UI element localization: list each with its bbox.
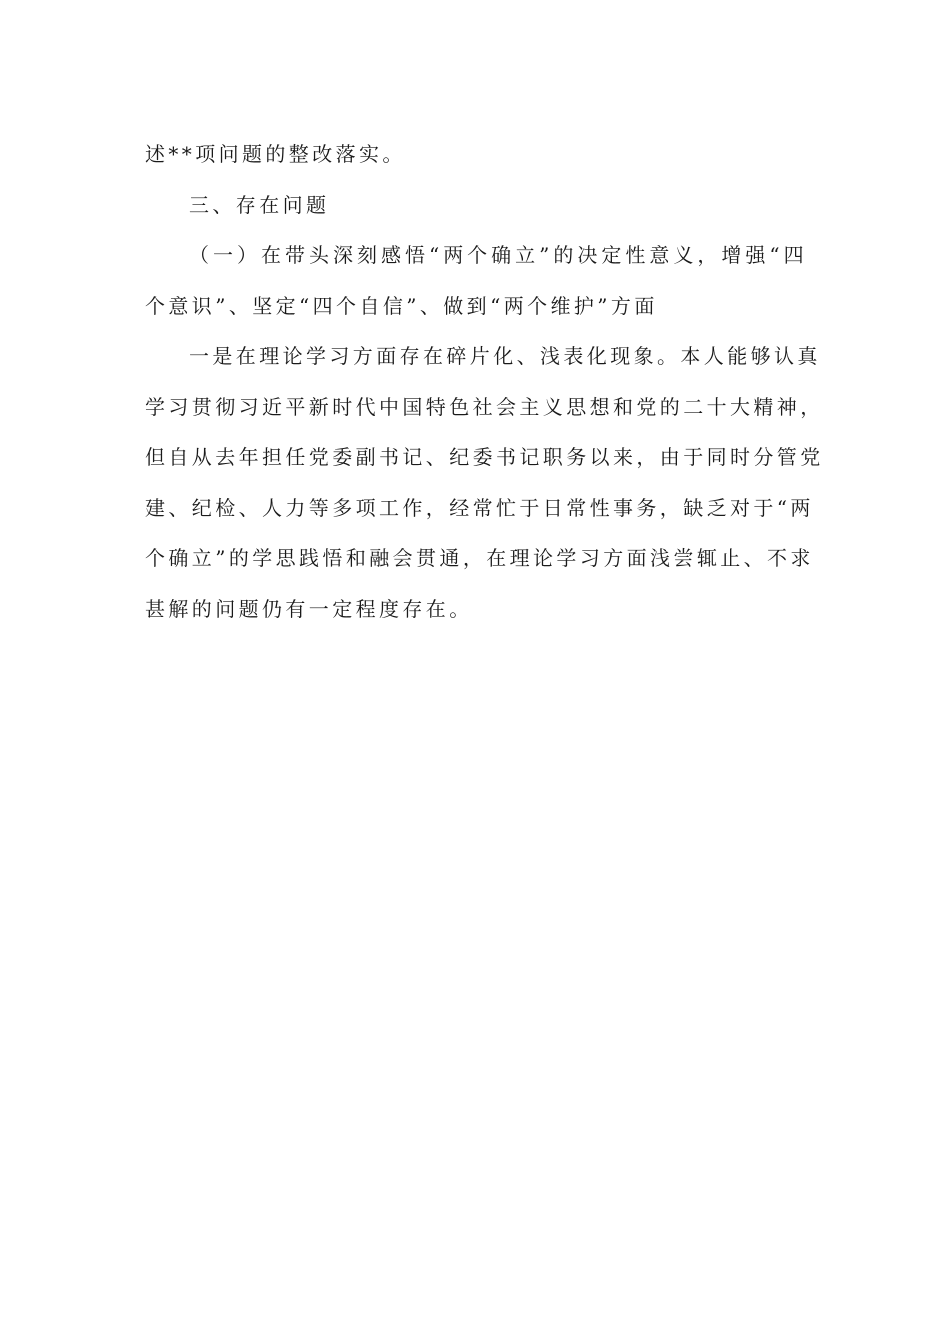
paragraph-line-4: 建、纪检、人力等多项工作，经常忙于日常性事务，缺乏对于“两 bbox=[145, 495, 814, 520]
paragraph-line-6: 甚解的问题仍有一定程度存在。 bbox=[145, 596, 473, 621]
paragraph-line-5: 个确立”的学思践悟和融会贯通，在理论学习方面浅尝辄止、不求 bbox=[145, 546, 814, 570]
subsection-heading-line-2: 个意识”、坚定“四个自信”、做到“两个维护”方面 bbox=[145, 293, 658, 318]
paragraph-continuation-line: 述**项问题的整改落实。 bbox=[145, 142, 406, 166]
paragraph-line-1: 一是在理论学习方面存在碎片化、浅表化现象。本人能够认真 bbox=[189, 344, 821, 368]
paragraph-line-2: 学习贯彻习近平新时代中国特色社会主义思想和党的二十大精神， bbox=[145, 394, 824, 419]
section-heading: 三、存在问题 bbox=[189, 192, 330, 217]
paragraph-line-3: 但自从去年担任党委副书记、纪委书记职务以来，由于同时分管党 bbox=[145, 445, 824, 469]
subsection-heading-line-1: （一）在带头深刻感悟“两个确立”的决定性意义，增强“四 bbox=[189, 243, 807, 267]
document-body bbox=[145, 129, 824, 634]
